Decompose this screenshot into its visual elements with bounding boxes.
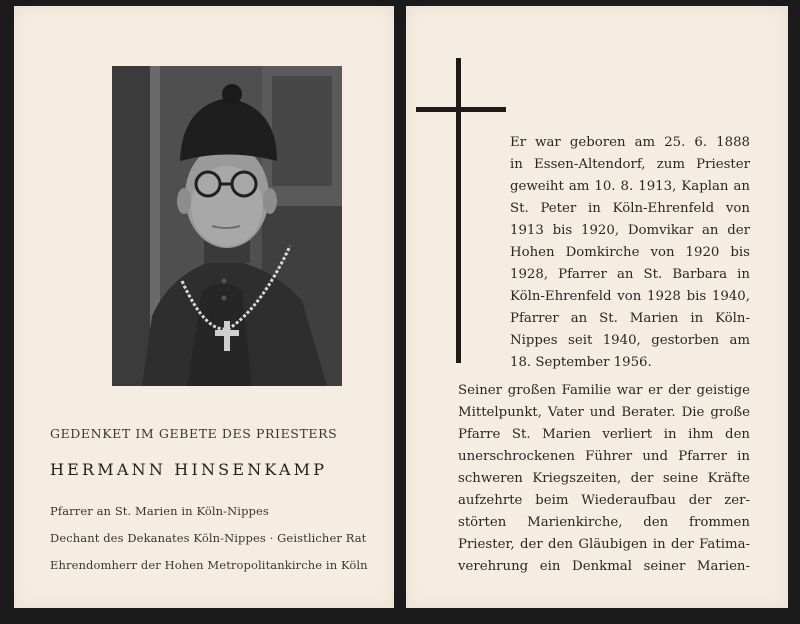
priest-name: HERMANN HINSENKAMP <box>50 460 328 479</box>
cross-icon-horizontal <box>416 107 506 112</box>
tribute-line: Pfarre St. Marien verliert in ihm den <box>458 427 750 442</box>
bio-line: Pfarrer an St. Marien in Köln- <box>510 311 750 326</box>
bio-line: Köln-Ehrenfeld von 1928 bis 1940, <box>510 289 750 304</box>
tribute-line: schweren Kriegszeiten, der seine Kräfte <box>458 471 750 486</box>
role-line: Dechant des Dekanates Köln-Nippes · Geistlicher Rat <box>50 531 367 545</box>
tribute-line: Mittelpunkt, Vater und Berater. Die große <box>458 405 750 420</box>
priest-portrait-photo <box>112 66 342 386</box>
portrait-illustration <box>112 66 342 386</box>
tribute-line: Seiner großen Familie war er der geistige <box>458 383 750 398</box>
bio-line: St. Peter in Köln-Ehrenfeld von <box>510 201 750 216</box>
tribute-line: Priester, der den Gläubigen in der Fatima- <box>458 537 750 552</box>
cross-icon-vertical <box>456 58 461 363</box>
right-card <box>406 6 788 608</box>
role-line: Ehrendomherr der Hohen Metropolitankirche in Köln <box>50 558 368 572</box>
bio-line: 1928, Pfarrer an St. Barbara in <box>510 267 750 282</box>
tribute-line: unerschrockenen Führer und Pfarrer in <box>458 449 750 464</box>
bio-line: geweiht am 10. 8. 1913, Kaplan an <box>510 179 750 194</box>
left-card <box>14 6 394 608</box>
bio-line: 1913 bis 1920, Domvikar an der <box>510 223 750 238</box>
bio-line: in Essen-Altendorf, zum Priester <box>510 157 750 172</box>
role-line: Pfarrer an St. Marien in Köln-Nippes <box>50 504 269 518</box>
bio-line: Er war geboren am 25. 6. 1888 <box>510 135 750 150</box>
tribute-line: störten Marienkirche, den frommen <box>458 515 750 530</box>
tribute-line: verehrung ein Denkmal seiner Marien- <box>458 559 750 574</box>
bio-line: Hohen Domkirche von 1920 bis <box>510 245 750 260</box>
tribute-line: aufzehrte beim Wiederaufbau der zer- <box>458 493 750 508</box>
bio-line: 18. September 1956. <box>510 355 652 370</box>
bio-line: Nippes seit 1940, gestorben am <box>510 333 750 348</box>
remembrance-caption: GEDENKET IM GEBETE DES PRIESTERS <box>50 426 338 441</box>
